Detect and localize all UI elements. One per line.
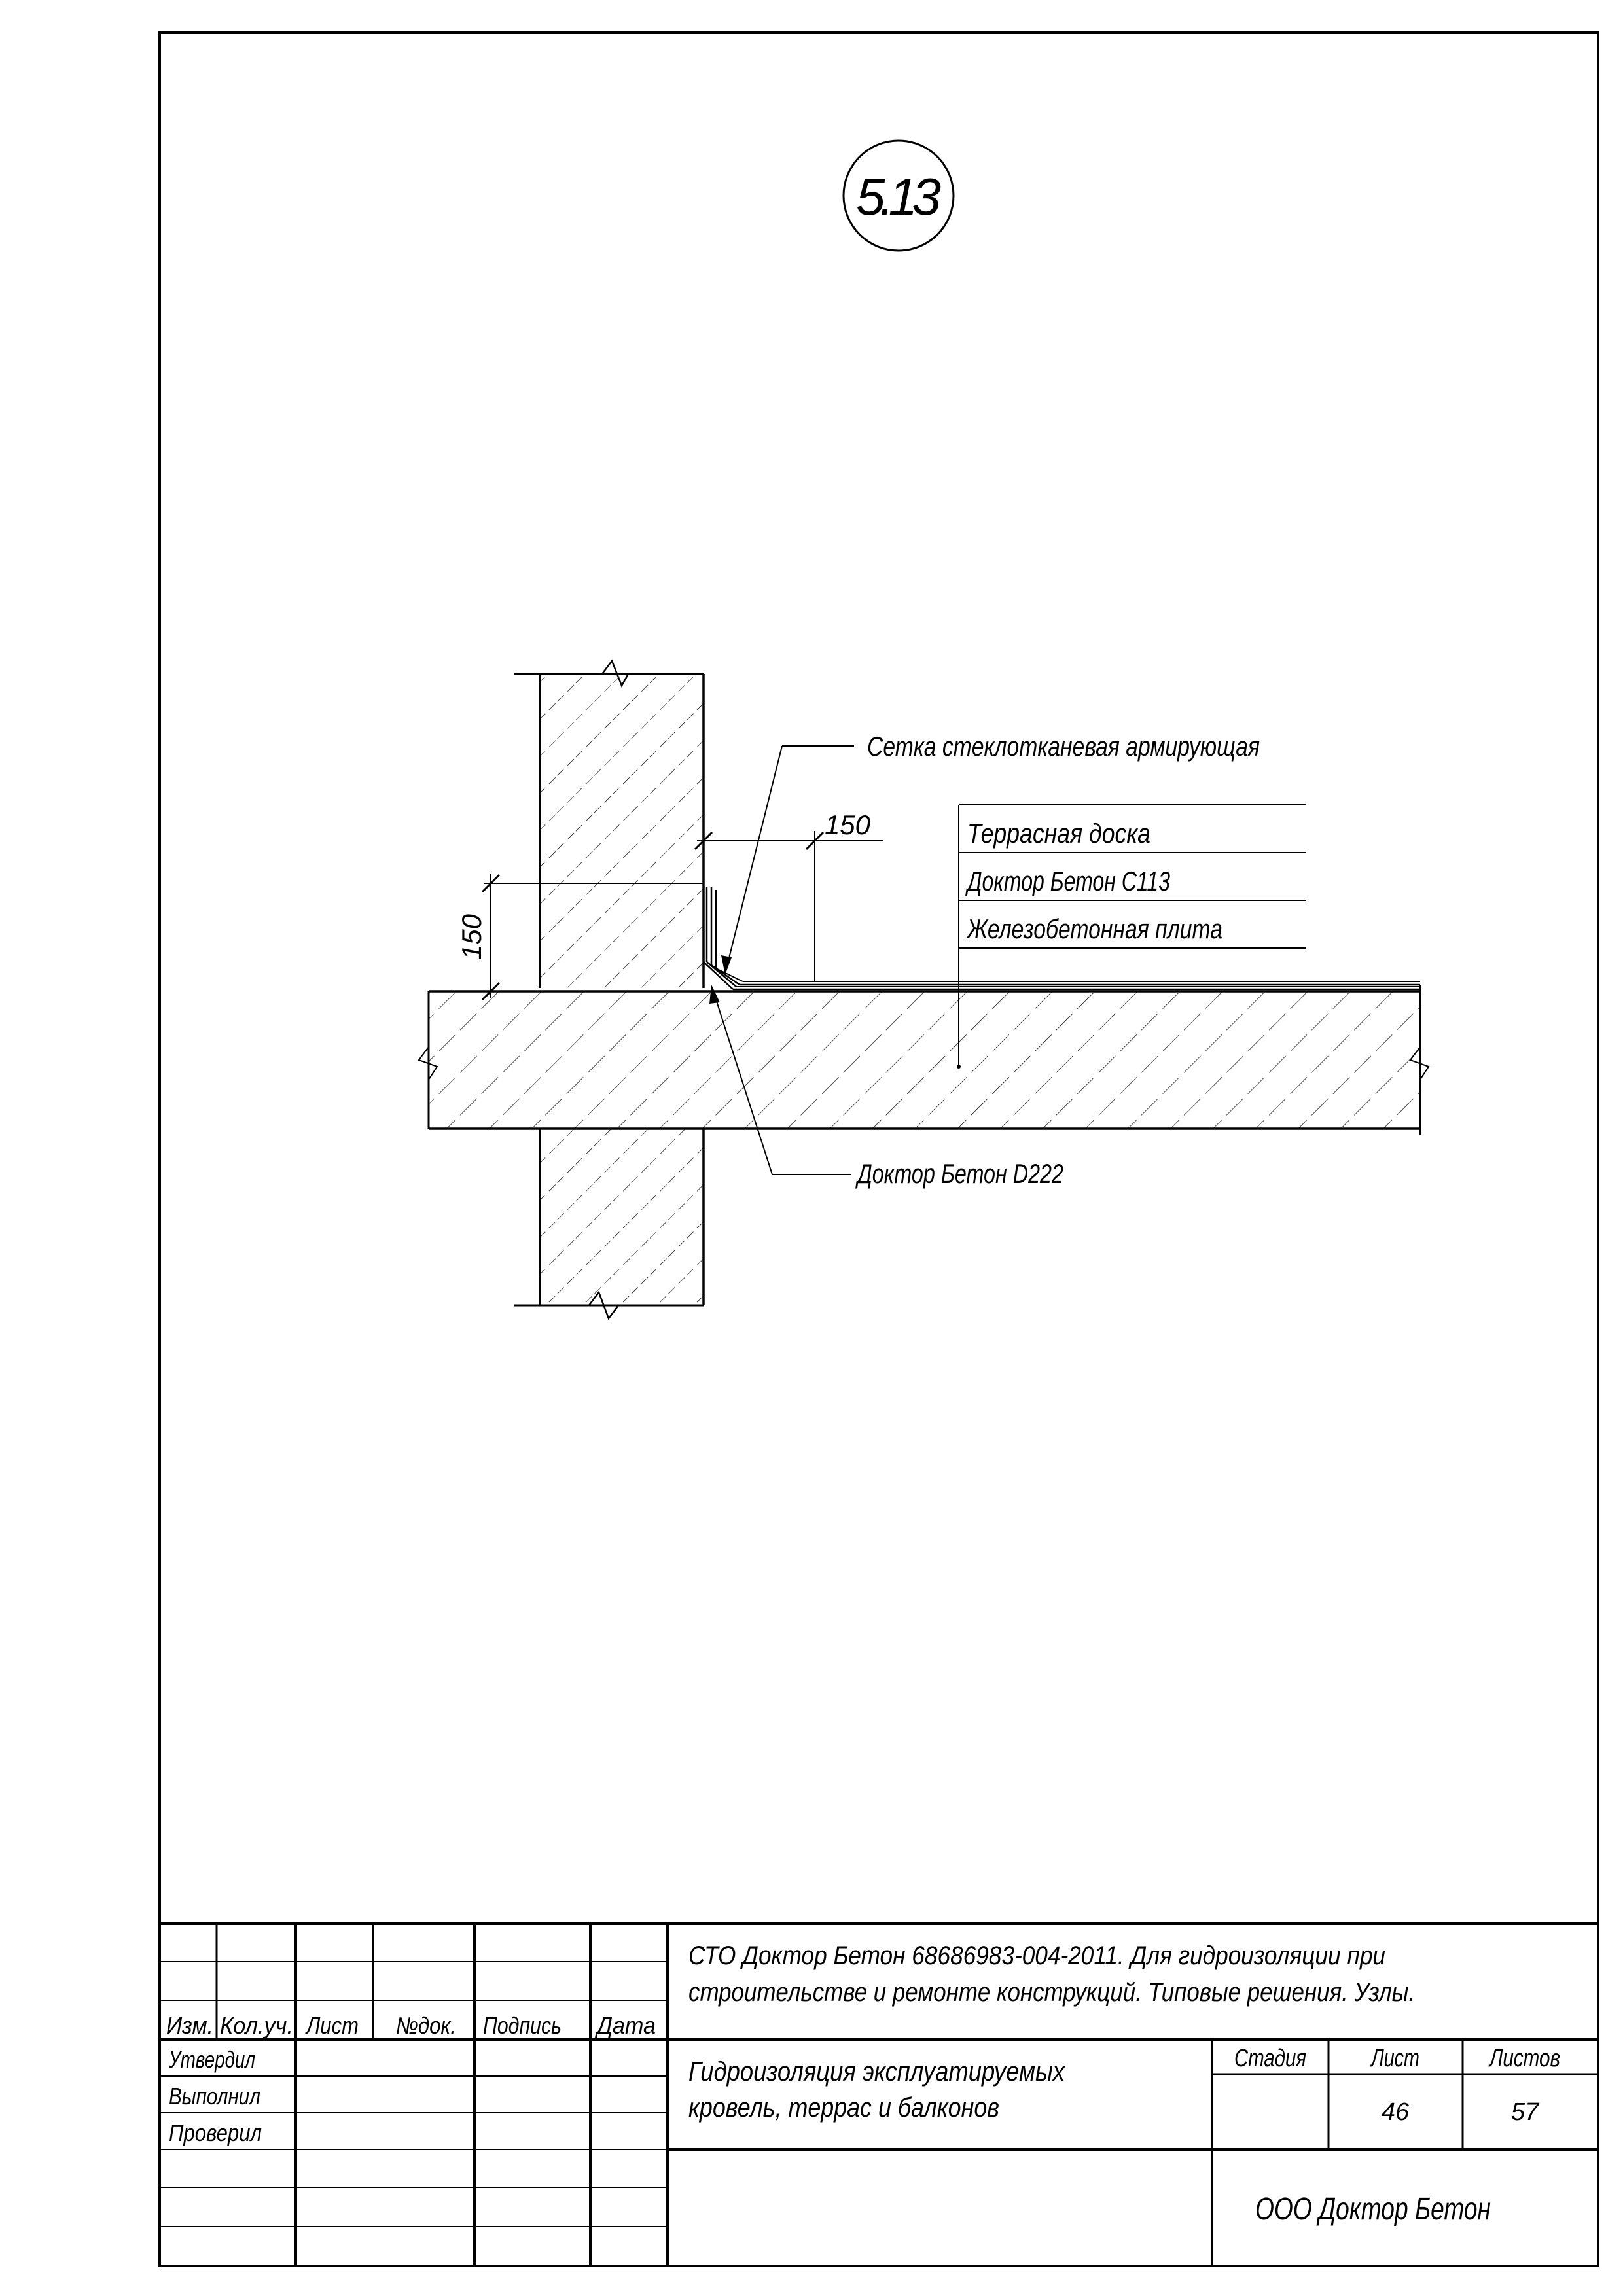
- label-slab: Железобетонная плита: [966, 913, 1222, 944]
- header-list: Лист: [305, 2012, 359, 2039]
- sheet-frame: [160, 33, 1598, 2266]
- header-ndok: №док.: [396, 2012, 456, 2039]
- sheets-total: 57: [1510, 2098, 1539, 2126]
- dimension-150-horizontal: 150: [824, 809, 871, 840]
- title-line1: Гидроизоляция эксплуатируемых: [688, 2056, 1066, 2087]
- sheets-label: Листов: [1488, 2045, 1560, 2072]
- wall-lower: [514, 1129, 704, 1318]
- role-executed: Выполнил: [169, 2083, 260, 2110]
- company-name: ООО Доктор Бетон: [1255, 2192, 1491, 2227]
- callout-id: 5.13: [856, 168, 941, 226]
- concrete-slab: [419, 985, 1429, 1135]
- stage-label: Стадия: [1234, 2045, 1306, 2072]
- dimension-150-vertical: 150: [456, 913, 487, 961]
- wall-upper: [514, 661, 704, 988]
- detail-callout: [844, 141, 954, 251]
- header-kol: Кол.уч.: [220, 2012, 293, 2039]
- title-line2: кровель, террас и балконов: [688, 2092, 999, 2123]
- sheet-number: 46: [1381, 2098, 1410, 2126]
- title-block: [160, 1924, 1598, 2266]
- label-deck: Террасная доска: [967, 818, 1150, 849]
- label-mesh: Сетка стеклотканевая армирующая: [867, 731, 1260, 762]
- sheet-label: Лист: [1369, 2045, 1419, 2072]
- header-data: Дата: [594, 2012, 656, 2039]
- label-primer: Доктор Бетон D222: [855, 1158, 1063, 1189]
- dimension-horizontal: [695, 809, 883, 981]
- label-membrane: Доктор Бетон С113: [965, 866, 1170, 896]
- role-checked: Проверил: [169, 2119, 262, 2146]
- header-izm: Изм.: [166, 2012, 213, 2039]
- role-approved: Утвердил: [168, 2046, 255, 2073]
- document-line1: СТО Доктор Бетон 68686983-004-2011. Для гидроизоляции при: [688, 1941, 1385, 1970]
- document-line2: строительстве и ремонте конструкций. Типовые решения. Узлы.: [688, 1978, 1415, 2007]
- header-podpis: Подпись: [483, 2012, 562, 2039]
